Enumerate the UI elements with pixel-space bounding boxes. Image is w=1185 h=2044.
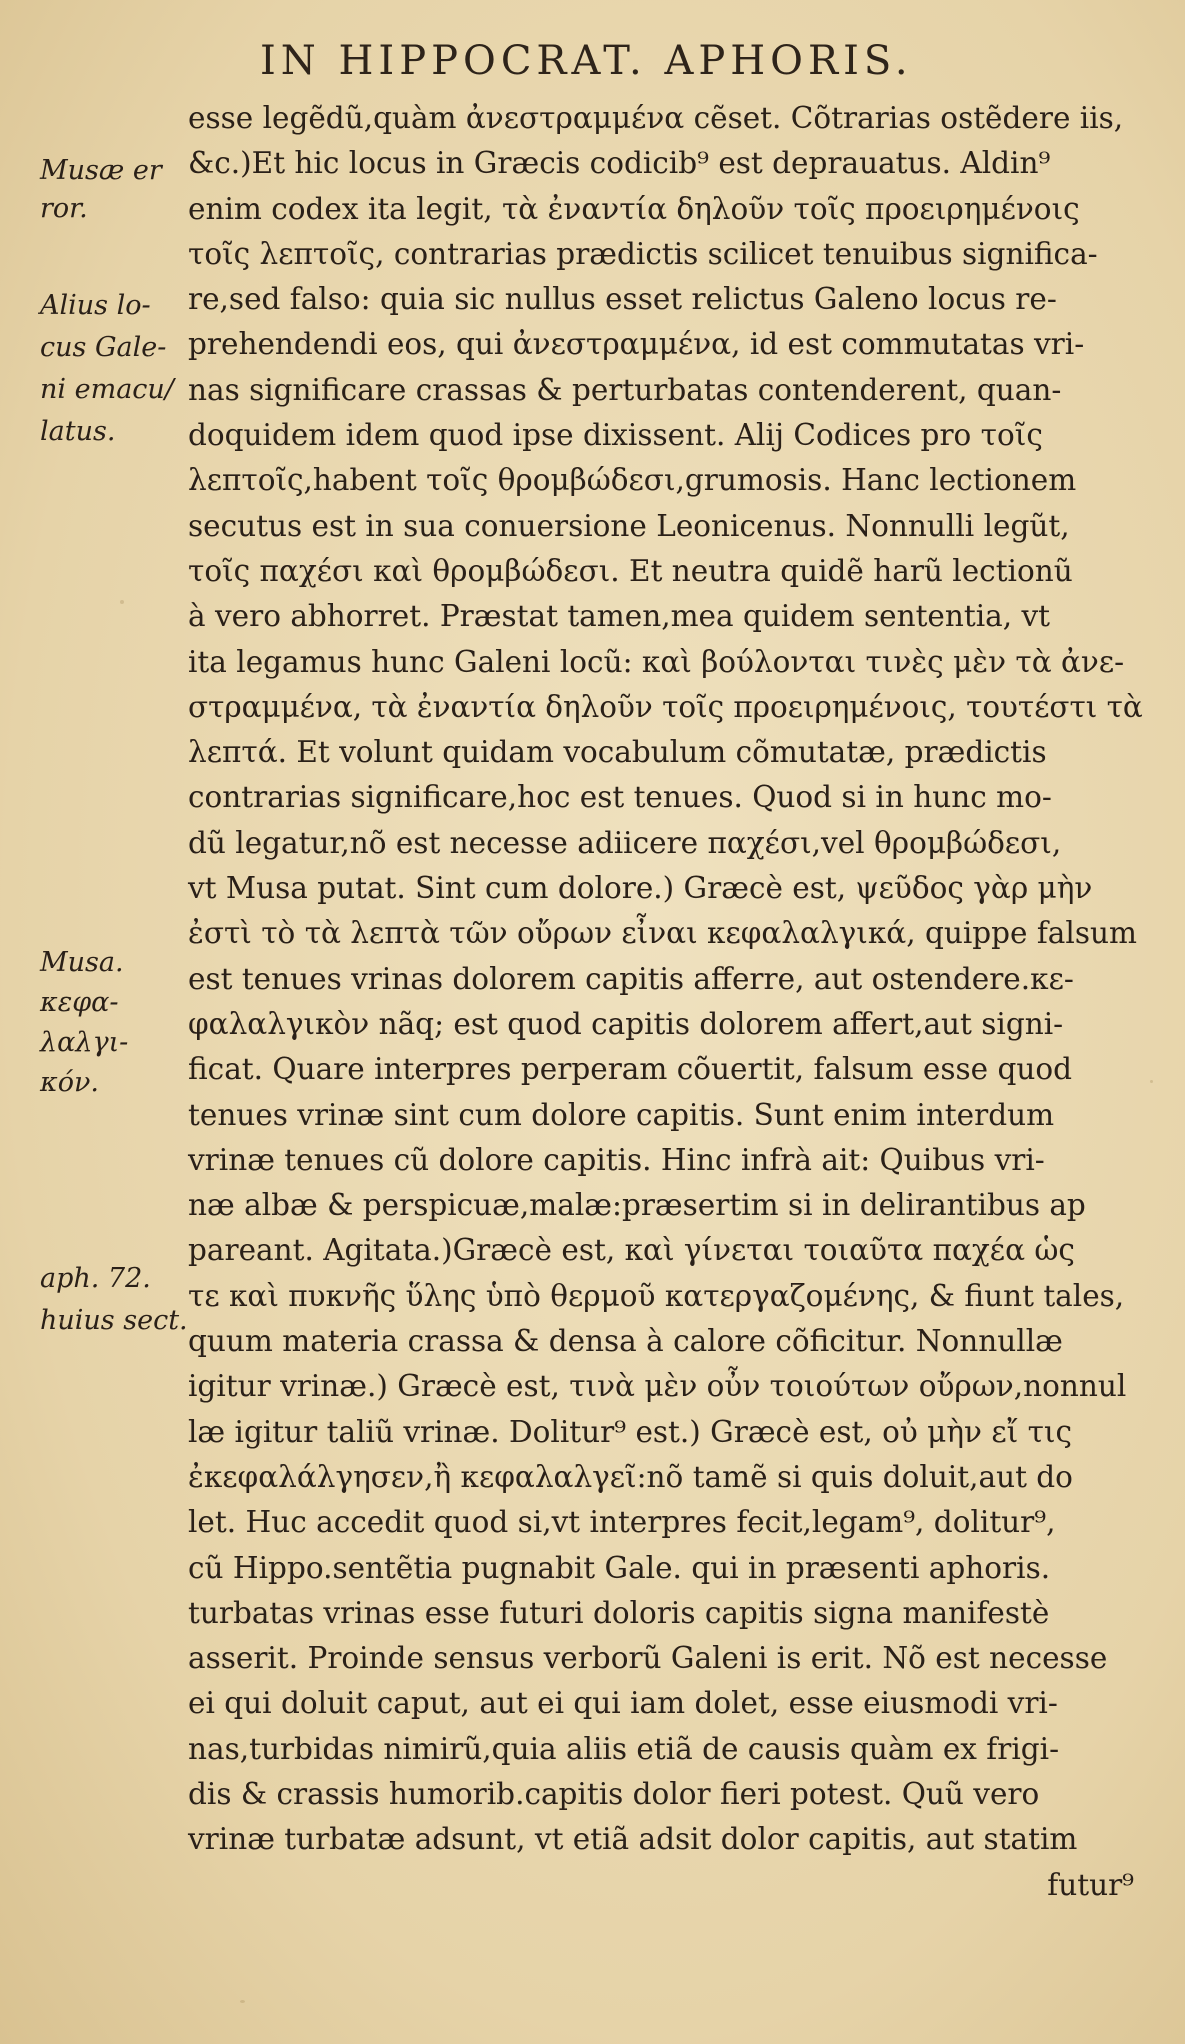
- margin-note: Musa.: [40, 947, 124, 978]
- text-line: næ albæ & perspicuæ,malæ:præsertim si in delirantibus ap: [188, 1188, 1086, 1223]
- text-line: φαλαλγικὸν nãq; est quod capitis dolorem affert,aut signi-: [188, 1006, 1064, 1041]
- text-line: re,sed falso: quia sic nullus esset relictus Galeno locus re-: [188, 282, 1057, 317]
- paper-speck: [60, 1320, 63, 1323]
- paper-speck: [120, 600, 124, 604]
- text-line: nas,turbidas nimirũ,quia aliis etiã de causis quàm ex frigi-: [188, 1731, 1060, 1766]
- text-line: à vero abhorret. Præstat tamen,mea quidem sententia, vt: [188, 599, 1051, 634]
- text-line: λεπτοῖς,habent τοῖς θρομβώδεσι,grumosis. Hanc lectionem: [188, 463, 1077, 498]
- margin-note: Alius lo-: [40, 290, 151, 321]
- text-line: esse legẽdũ,quàm ἀνεστραμμένα cẽset. Cõtrarias ostẽdere iis,: [188, 101, 1124, 135]
- text-line: ficat. Quare interpres perperam cõuertit, falsum esse quod: [188, 1052, 1073, 1087]
- text-line: enim codex ita legit, τὰ ἐναντία δηλοῦν τοῖς προειρημένοις: [188, 191, 1080, 226]
- text-line: dis & crassis humorib.capitis dolor fieri potest. Quũ vero: [188, 1776, 1040, 1811]
- text-line: ἐκεφαλάλγησεν,ἢ κεφαλαλγεῖ:nõ tamẽ si quis doluit,aut do: [188, 1459, 1073, 1494]
- text-line: ita legamus hunc Galeni locũ: καὶ βούλονται τινὲς μὲν τὰ ἀνε-: [188, 644, 1125, 679]
- text-line: let. Huc accedit quod si,vt interpres fecit,legam⁹, dolitur⁹,: [188, 1505, 1056, 1540]
- margin-note: cus Gale-: [40, 332, 167, 363]
- text-line: vrinæ tenues cũ dolore capitis. Hinc infrà ait: Quibus vri-: [188, 1142, 1045, 1177]
- margin-note: huius sect.: [40, 1305, 188, 1336]
- text-line: τοῖς λεπτοῖς, contrarias prædictis scilicet tenuibus significa-: [188, 236, 1098, 271]
- text-line: prehendendi eos, qui ἀνεστραμμένα, id est commutatas vri-: [188, 327, 1085, 362]
- margin-note: ror.: [40, 193, 88, 224]
- paper-speck: [1150, 1080, 1153, 1083]
- text-line: στραμμένα, τὰ ἐναντία δηλοῦν τοῖς προειρημένοις, τουτέστι τὰ: [188, 689, 1143, 724]
- text-line: λεπτά. Et volunt quidam vocabulum cõmutatæ, prædictis: [188, 735, 1047, 770]
- body-text: [188, 96, 1148, 1908]
- margin-note: κόν.: [40, 1067, 99, 1098]
- text-line: ei qui doluit caput, aut ei qui iam dolet, esse eiusmodi vri-: [188, 1686, 1058, 1721]
- running-head: IN HIPPOCRAT. APHORIS.: [260, 38, 913, 84]
- text-line: cũ Hippo.sentẽtia pugnabit Gale. qui in præsenti aphoris.: [188, 1550, 1051, 1585]
- text-line: quum materia crassa & densa à calore cõficitur. Nonnullæ: [188, 1324, 1063, 1359]
- text-line: ἐστὶ τὸ τὰ λεπτὰ τῶν οὔρων εἶναι κεφαλαλγικά, quippe falsum: [188, 916, 1137, 951]
- margin-note: Musæ er: [40, 155, 162, 186]
- margin-note: κεφα-: [40, 987, 119, 1018]
- text-line: nas significare crassas & perturbatas contenderent, quan-: [188, 372, 1062, 407]
- text-line: τοῖς παχέσι καὶ θρομβώδεσι. Et neutra quidẽ harũ lectionũ: [188, 553, 1073, 588]
- text-line: igitur vrinæ.) Græcè est, τινὰ μὲν οὖν τοιούτων οὔρων,nonnul: [188, 1369, 1127, 1404]
- paper-speck: [240, 2000, 245, 2003]
- catchword: futur⁹: [1047, 1867, 1134, 1902]
- text-line: vt Musa putat. Sint cum dolore.) Græcè est, ψεῦδος γὰρ μὴν: [188, 871, 1093, 906]
- text-line: pareant. Agitata.)Græcè est, καὶ γίνεται τοιαῦτα παχέα ὡς: [188, 1233, 1075, 1268]
- text-line: vrinæ turbatæ adsunt, vt etiã adsit dolor capitis, aut statim: [188, 1822, 1078, 1857]
- text-line: &c.)Et hic locus in Græcis codicib⁹ est deprauatus. Aldin⁹: [188, 146, 1051, 181]
- text-line: τε καὶ πυκνῆς ὕλης ὑπὸ θερμοῦ κατεργαζομένης, & fiunt tales,: [188, 1278, 1125, 1313]
- text-line: tenues vrinæ sint cum dolore capitis. Sunt enim interdum: [188, 1097, 1055, 1132]
- margin-note: latus.: [40, 416, 116, 447]
- margin-note: λαλγι-: [40, 1027, 129, 1058]
- text-line: doquidem idem quod ipse dixissent. Alij Codices pro τοῖς: [188, 418, 1043, 453]
- text-line: turbatas vrinas esse futuri doloris capitis signa manifestè: [188, 1595, 1050, 1630]
- text-line: asserit. Proinde sensus verborũ Galeni is erit. Nõ est necesse: [188, 1641, 1108, 1676]
- text-line: contrarias significare,hoc est tenues. Quod si in hunc mo-: [188, 780, 1052, 815]
- margin-note: aph. 72.: [40, 1263, 151, 1294]
- margin-note: ni emacu/: [40, 374, 174, 405]
- text-line: læ igitur taliũ vrinæ. Dolitur⁹ est.) Græcè est, οὐ μὴν εἴ τις: [188, 1414, 1072, 1449]
- text-line: secutus est in sua conuersione Leonicenus. Nonnulli legũt,: [188, 508, 1070, 543]
- text-line: est tenues vrinas dolorem capitis afferre, aut ostendere.κε-: [188, 961, 1074, 996]
- text-line: dũ legatur,nõ est necesse adiicere παχέσι,vel θρομβώδεσι,: [188, 825, 1062, 860]
